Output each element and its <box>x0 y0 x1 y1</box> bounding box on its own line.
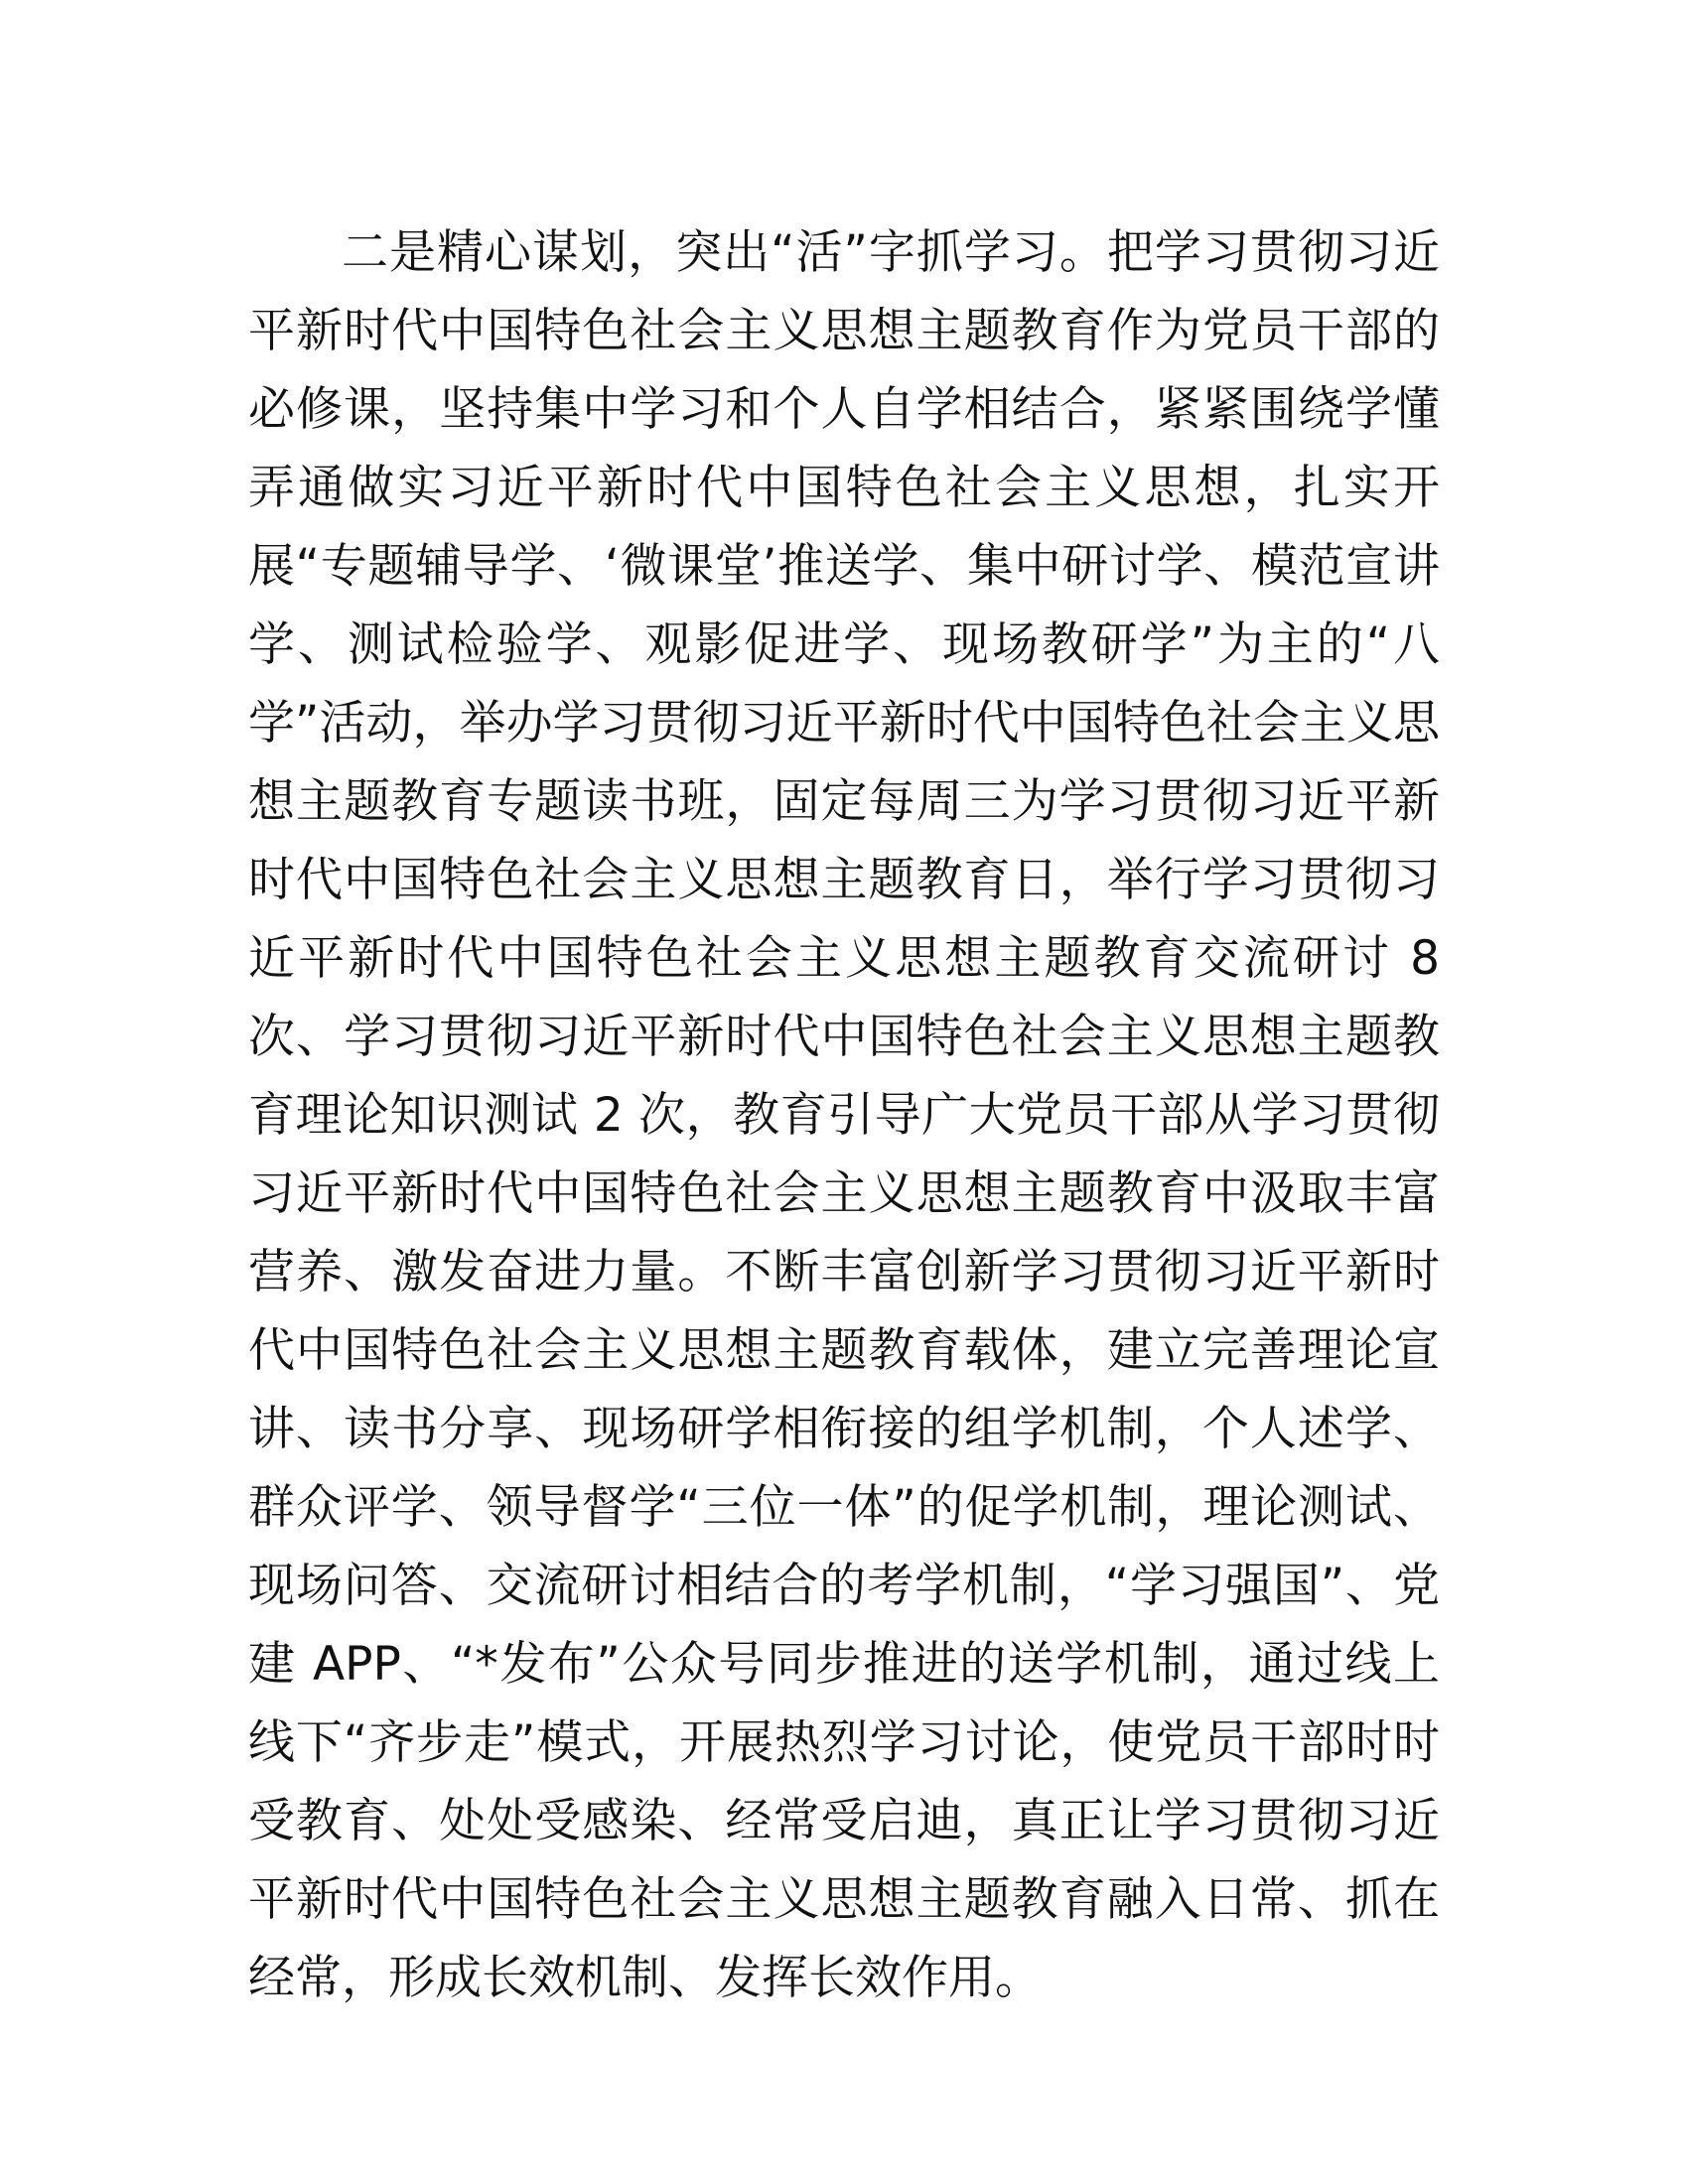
body-paragraph: 二是精心谋划，突出“活”字抓学习。把学习贯彻习近平新时代中国特色社会主义思想主题教育作为党员干部的必修课，坚持集中学习和个人自学相结合，紧紧围绕学懂弄通做实习近平新时代中国特色社会主义思想，扎实开展“专题辅导学、‘微课堂’推送学、集中研讨学、模范宣讲学、测试检验学、观影促进学、现场教研学”为主的“八学”活动，举办学习贯彻习近平新时代中国特色社会主义思想主题教育专题读书班，固定每周三为学习贯彻习近平新时代中国特色社会主义思想主题教育日，举行学习贯彻习近平新时代中国特色社会主义思想主题教育交流研讨 8 次、学习贯彻习近平新时代中国特色社会主义思想主题教育理论知识测试 2 次，教育引导广大党员干部从学习贯彻习近平新时代中国特色社会主义思想主题教育中汲取丰富营养、激发奋进力量。不断丰富创新学习贯彻习近平新时代中国特色社会主义思想主题教育载体，建立完善理论宣讲、读书分享、现场研学相衔接的组学机制，个人述学、群众评学、领导督学“三位一体”的促学机制，理论测试、现场问答、交流研讨相结合的考学机制，“学习强国”、党建 APP、“*发布”公众号同步推进的送学机制，通过线上线下“齐步走”模式，开展热烈学习讨论，使党员干部时时受教育、处处受感染、经常受启迪，真正让学习贯彻习近平新时代中国特色社会主义思想主题教育融入日常、抓在经常，形成长效机制、发挥长效作用。 <box>248 225 1440 2005</box>
